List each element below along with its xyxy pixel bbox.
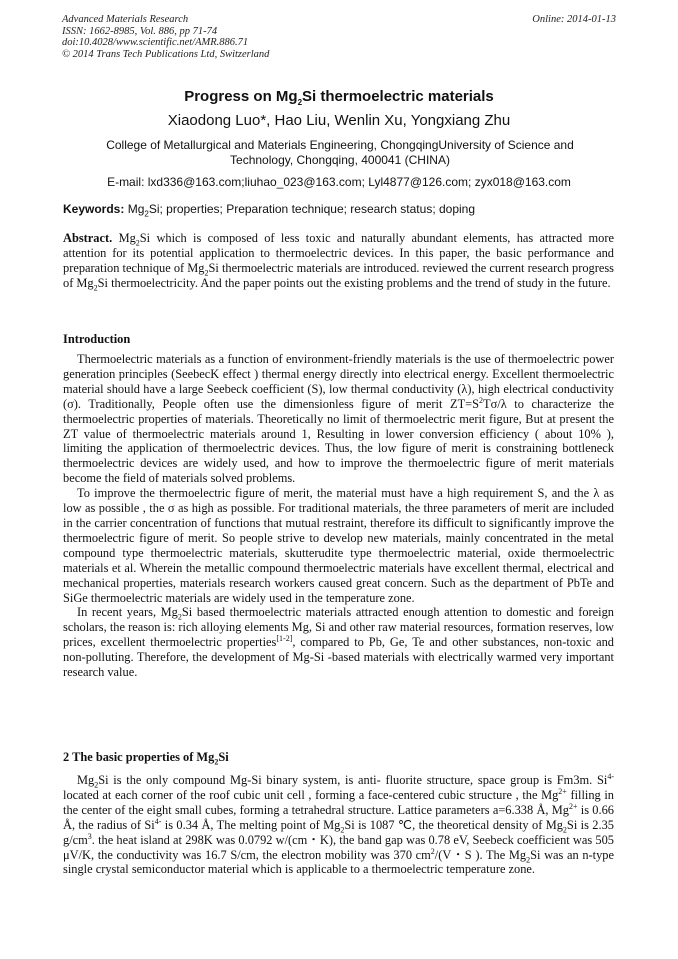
journal-name: Advanced Materials Research (62, 14, 189, 25)
paper-title: Progress on $Mg_2Si$ thermoelectric materials (184, 88, 494, 107)
doi: doi:10.4028/www.scientific.net/AMR.886.71 (62, 37, 249, 48)
intro-paragraph-2: To improve the thermoelectric figure of merit, the material must have a high requirement S, and the λ as low as possible , the σ as high as possible. For traditional materials, the three parameters of merit are included in the carrier concentration of functions that mutual restraint, therefore its difficult to significantly improve the thermoelectric figure of merit. So people strive to develop new materials, mainly concentrated in the metal compound type thermoelectric materials, skutterudite type thermoelectric material, oxide thermoelectric materials et al. Wherein the metallic compound thermoelectric materials have excellent thermal, electrical and mechanical properties, materials research workers caused great concern. Such as the department of PbTe and SiGe thermoelectric materials are widely used in the temperature zone. (63, 486, 614, 605)
affiliation: College of Metallurgical and Materials Engineering, ChongqingUniversity of Science and Technology, Chongqing, 400041 (CHINA) (106, 138, 574, 167)
section-2-heading: 2 The basic properties of $Mg_2Si$ (63, 750, 229, 767)
section-2-paragraph: $Mg_2Si$ is the only compound Mg-Si binary system, is anti- fluorite structure, space group is Fm3m. $Si^{4-}$ located at each corner of the roof cubic unit cell , forming a face-centered cubic structure , the $Mg^{2+}$ filling in the center of the eight small cubes, forming a tetrahedral structure. Lattice parameters a=6.338 Å, $Mg^{2+}$ is 0.66 Å, the radius of $Si^{4-}$ is 0.34 Å, The melting point of $Mg_2Si$ is 1087 ℃, the theoretical density of $Mg_2Si$ is 2.35 $g/cm^3$. the heat island at 298K was 0.0792 w/(cm・K), the band gap was 0.78 eV, Seebeck coefficient was 505 μV/K, the conductivity was 16.7 S/cm, the electron mobility was 370 $cm^2/(V$・S ). The $Mg_2Si$ was an n-type single crystal semiconductor material which is applicable to a thermoelectric temperature zone. (63, 771, 614, 877)
keywords: Keywords: $Mg_2Si$; properties; Preparation technique; research status; doping (63, 202, 476, 219)
intro-paragraph-3: In recent years, $Mg_2Si$ based thermoelectric materials attracted enough attention to domestic and foreign scholars, the reason is: rich alloying elements Mg, Si and other raw material resources, formation reserves, low prices, excellent thermoelectric properties[1-2], compared to Pb, Ge, Te and other substances, non-toxic and non-polluting. Therefore, the development of Mg-Si -based materials with electrically warmed very important research value. (63, 605, 614, 680)
introduction-body (63, 352, 614, 680)
email-line: E-mail: lxd336@163.com;liuhao_023@163.com; Lyl4877@126.com; zyx018@163.com (107, 175, 571, 189)
abstract-label: Abstract. (63, 231, 113, 245)
section-2-body (63, 773, 614, 877)
copyright: © 2014 Trans Tech Publications Ltd, Switzerland (62, 48, 270, 60)
issn: ISSN: 1662-8985, Vol. 886, pp 71-74 (62, 25, 218, 37)
keywords-label: Keywords: (63, 202, 125, 216)
journal-header (62, 14, 616, 60)
intro-paragraph-1: Thermoelectric materials as a function of environment-friendly materials is the use of thermoelectric power generation principles (SeebecK effect ) thermal energy directly into electrical energy. Excellent thermoelectric material should have a large Seebeck coefficient (S), low thermal conductivity (λ), high electrical conductivity (σ). Traditionally, People often use the dimensionless figure of merit $ZT=S^2T\sigma/\lambda$ to characterize the thermoelectric properties of materials. Theoretically no limit of thermoelectric merit figure, But at present the ZT value of thermoelectric materials around 1, Resulting in lower conversion efficiency ( about 10% ), limiting the application of thermoelectric devices. Thus, the low figure of merit is constraining bottleneck thermoelectric devices are widely used, and how to improve the thermoelectric figure of merit materials become the field of materials solved problems. (63, 352, 614, 486)
authors: Xiaodong Luo*, Hao Liu, Wenlin Xu, Yongxiang Zhu (167, 112, 511, 129)
abstract: Abstract. $Mg_2Si$ which is composed of less toxic and naturally abundant elements, has attracted more attention for its potential application to thermoelectric devices. In this paper, the basic performance and preparation technique of $Mg_2Si$ thermoelectric materials are introduced. reviewed the current research progress of $Mg_2Si$ thermoelectricity. And the paper points out the existing problems and the trend of study in the future. (63, 231, 614, 293)
online-date: Online: 2014-01-13 (532, 14, 616, 25)
introduction-heading: Introduction (63, 332, 131, 346)
